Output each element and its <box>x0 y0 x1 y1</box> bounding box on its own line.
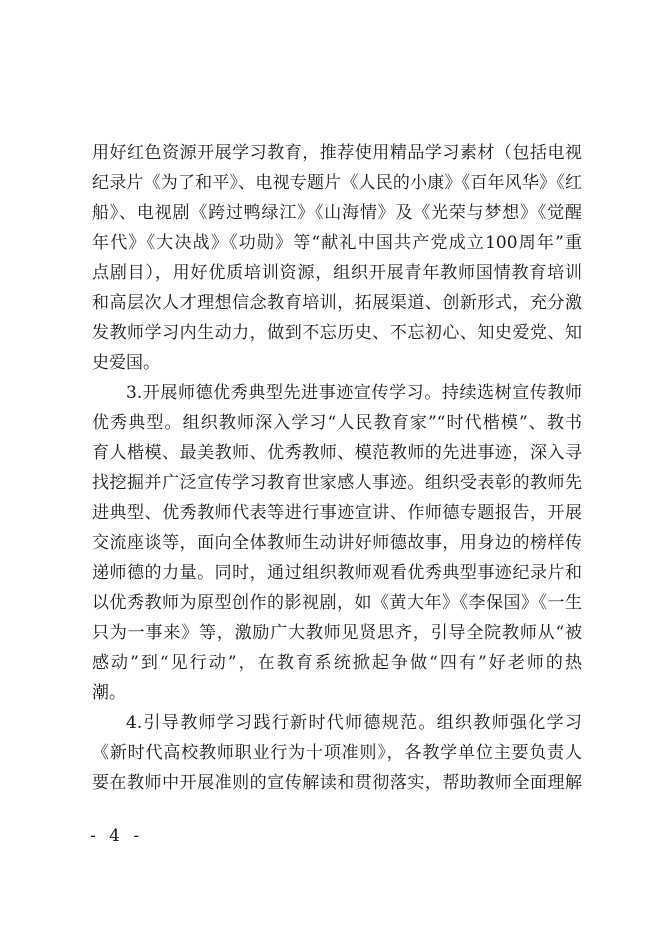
paragraph <box>92 708 582 798</box>
text-line: 找挖掘并广泛宣传学习教育世家感人事迹。组织受表彰的教师先 <box>92 473 582 493</box>
paragraph <box>92 138 582 378</box>
text-line: 育人楷模、最美教师、优秀教师、模范教师的先进事迹，深入寻 <box>92 443 582 463</box>
text-line: 优秀典型。组织教师深入学习“人民教育家”“时代楷模”、教书 <box>92 413 582 433</box>
text-line: 纪录片《为了和平》、电视专题片《人民的小康》《百年风华》《红 <box>92 173 582 193</box>
text-line: 船》、电视剧《跨过鸭绿江》《山海情》及《光荣与梦想》《觉醒 <box>92 203 582 223</box>
text-line: 要在教师中开展准则的宣传解读和贯彻落实，帮助教师全面理解 <box>92 773 582 793</box>
text-line: 潮。 <box>92 683 126 703</box>
text-line: 3.开展师德优秀典型先进事迹宣传学习。持续选树宣传教师 <box>126 383 582 403</box>
text-line: 史爱国。 <box>92 353 160 373</box>
text-line: 感动”到“见行动”，在教育系统掀起争做“四有”好老师的热 <box>92 653 582 673</box>
text-line: 进典型、优秀教师代表等进行事迹宣讲、作师德专题报告，开展 <box>92 503 582 523</box>
text-line: 用好红色资源开展学习教育，推荐使用精品学习素材（包括电视 <box>92 143 582 163</box>
text-line: 4.引导教师学习践行新时代师德规范。组织教师强化学习 <box>126 713 582 733</box>
text-line: 只为一事来》等，激励广大教师见贤思齐，引导全院教师从“被 <box>92 623 582 643</box>
page-number: - 4 - <box>90 826 144 846</box>
text-line: 点剧目），用好优质培训资源，组织开展青年教师国情教育培训 <box>92 263 582 283</box>
text-line: 交流座谈等，面向全体教师生动讲好师德故事，用身边的榜样传 <box>92 533 582 553</box>
text-line: 递师德的力量。同时，通过组织教师观看优秀典型事迹纪录片和 <box>92 563 582 583</box>
text-line: 以优秀教师为原型创作的影视剧，如《黄大年》《李保国》《一生 <box>92 593 582 613</box>
text-line: 和高层次人才理想信念教育培训，拓展渠道、创新形式，充分激 <box>92 293 582 313</box>
text-line: 年代》《大决战》《功勋》等“献礼中国共产党成立100周年”重 <box>92 233 582 253</box>
document-body <box>92 138 582 798</box>
text-line: 《新时代高校教师职业行为十项准则》，各教学单位主要负责人 <box>92 743 582 763</box>
text-line: 发教师学习内生动力，做到不忘历史、不忘初心、知史爱党、知 <box>92 323 582 343</box>
paragraph <box>92 378 582 708</box>
